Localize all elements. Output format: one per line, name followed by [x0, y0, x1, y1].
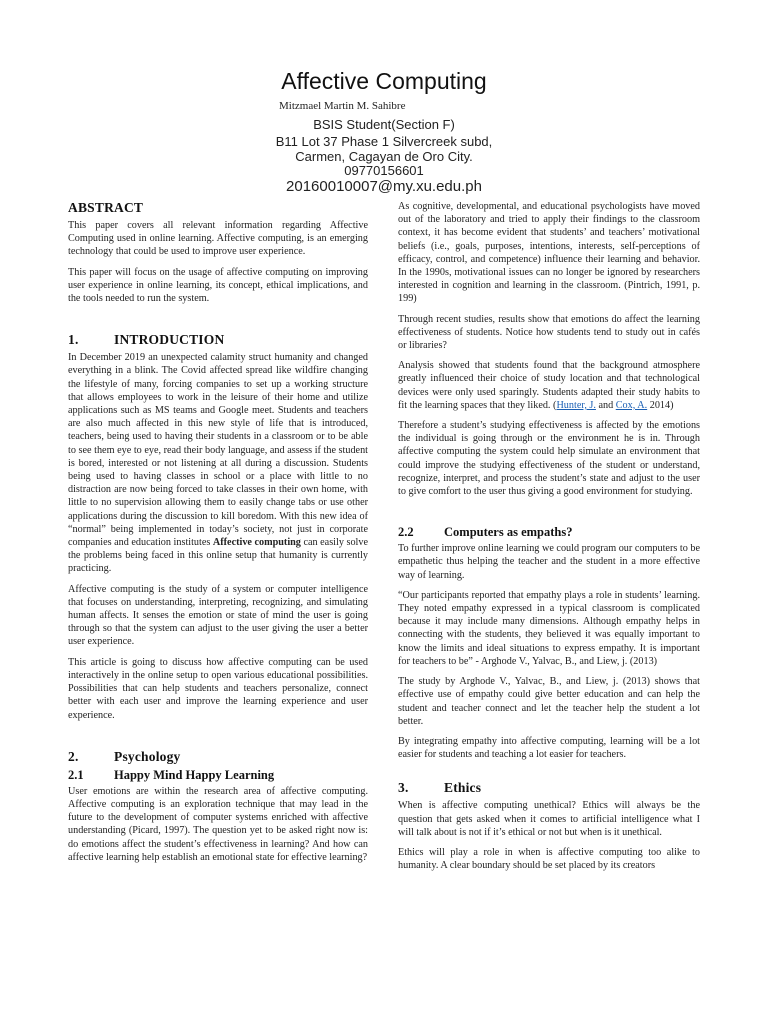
affiliation-line: B11 Lot 37 Phase 1 Silvercreek subd,	[275, 134, 493, 149]
body-paragraph: To further improve online learning we could program our computers to be empathetic thus helping the teacher and the student in a more effective way of learning.	[398, 543, 700, 581]
body-paragraph: User emotions are within the research area of affective computing. Affective computing is an exploration technique that may lead in the future to the development of computer systems enriched with affective understanding (Picard, 1997). The question yet to be asked right now is: do emotions affect the student’s effectiveness in learning? And how can affective learning help establish an emotional state for effective learning?	[68, 785, 368, 863]
section-number: 3.	[398, 780, 409, 796]
abstract-paragraph: This paper will focus on the usage of affective computing on improving user experience in online learning, its concept, ethical implications, and the tools needed to run the system.	[68, 266, 368, 305]
section-title: Psychology	[114, 748, 181, 764]
body-paragraph: Ethics will play a role in when is affective computing too alike to humanity. A clear boundary should be set placed by its creators	[398, 846, 700, 872]
body-paragraph: Through recent studies, results show that emotions do affect the learning effectiveness of students. Notice how students tend to study out in cafés or libraries?	[398, 313, 700, 352]
affiliation-line: BSIS Student(Section F)	[313, 117, 455, 132]
section-number: 2.	[68, 748, 79, 764]
subsection-number: 2.2	[398, 525, 414, 540]
section-heading-ethics	[398, 780, 700, 796]
body-paragraph: Affective computing is the study of a system or computer intelligence that focuses on understanding, interpreting, recognizing, and simulating human affects. It senses the emotion or state of mind the user is going through so that the system can adjust to the user giving the user a better user experience.	[68, 583, 368, 648]
body-paragraph: Therefore a student’s studying effectiveness is affected by the emotions the individual is going through or the environment he is in. Through affective computing the system could help simulate an environment that could improve the studying effectiveness of the student or understand, recognize, interpret, and process the student’s state and adjust to the user to give comfort to the user thus giving a good environment for studying.	[398, 420, 700, 498]
citation-link-hunter[interactable]: Hunter, J.	[556, 399, 596, 411]
subsection-title: Happy Mind Happy Learning	[114, 767, 275, 782]
section-title: Ethics	[444, 780, 482, 796]
paragraph-text: Analysis showed that students found that the background atmosphere greatly influenced their choice of study location and that technological devices were only used sparingly. Students adapted their study habits to fit the learning spaces that they liked.	[398, 360, 700, 411]
body-paragraph: “Our participants reported that empathy plays a role in students’ learning. They noted empathy expressed in a typical classroom is complicated because it may include many dimensions. Although empathy helps in connecting with the students, they believed it was equally important to know the limits and ideal situations to express empathy. It is important for teachers to be” - Arghode V., Yalvac, B., and Liew, j. (2013)	[398, 589, 700, 667]
subsection-heading-empaths	[398, 525, 700, 540]
subsection-number: 2.1	[68, 767, 84, 782]
affiliation-phone: 09770156601	[344, 163, 424, 178]
section-heading-introduction	[68, 332, 368, 348]
section-number: 1.	[68, 332, 79, 348]
body-paragraph	[68, 351, 368, 575]
abstract-heading: ABSTRACT	[68, 200, 144, 215]
left-column	[68, 200, 368, 871]
subsection-heading-happy-mind	[68, 768, 368, 783]
body-paragraph: By integrating empathy into affective computing, learning will be a lot easier for students and teaching a lot easier for teachers.	[398, 735, 700, 761]
affiliation-line: Carmen, Cagayan de Oro City.	[295, 149, 473, 164]
body-paragraph: The study by Arghode V., Yalvac, B., and Liew, j. (2013) shows that effective use of empathy could give better education and can help the student and teacher connect and let the teacher help the student a lot better.	[398, 676, 700, 727]
citation-year: 2014)	[647, 399, 674, 411]
section-heading-psychology	[68, 749, 368, 765]
paragraph-text: can easily solve the problems being faced in this online setup that humanity is currently practicing.	[68, 537, 368, 575]
body-paragraph: As cognitive, developmental, and educational psychologists have moved out of the laboratory and tried to apply their findings to the classroom context, it has become evident that students’ and teachers’ motivational beliefs (i.e., goals, purposes, intentions, interests, self-perceptions of efficacy, control, and competence) influence their learning and behavior. In the 1990s, motivational issues can no longer be ignored by researchers interested in cognition and learning in the classroom. (Pintrich, 1991, p. 199)	[398, 201, 700, 305]
bold-term: Affective computing	[212, 537, 301, 549]
author-name: Mitzmael Martin M. Sahibre	[279, 100, 406, 112]
affiliation-email: 20160010007@my.xu.edu.ph	[286, 178, 482, 195]
paragraph-text: In December 2019 an unexpected calamity struct humanity and changed everything in a blink. The Covid affected spread like wildfire changing the lifestyle of many, forcing companies to set up a working structure that allows employees to work in the leisure of their home and utilize applications such as MS teams and Google meet. Students and teachers are also much affected in this new style of life that is introduced, teachers, being used to having their students in a classroom or to be able to see them eye to eye, read their body language, and assess if the student is bored, interested or not listening at all during a discussion. Students being used to having classes in school or a place with little to no distraction are now being forced to take classes in their own home, with little to no supervision allowing them to easily change tabs or use other applications during the discussion to kill boredom. With this new idea of “normal” being implemented in today’s society, not just in corporate companies and education institutes	[68, 352, 368, 549]
subsection-title: Computers as empaths?	[444, 525, 573, 540]
section-title: INTRODUCTION	[114, 332, 225, 348]
body-paragraph: This article is going to discuss how affective computing can be used interactively in the online setup to open various educational possibilities. Possibilities that can help students and teachers personalize, connect better with each user and improve the learning experience and user experience.	[68, 656, 368, 721]
citation-and: and	[595, 399, 616, 411]
citation-open: (	[553, 399, 557, 411]
abstract-paragraph: This paper covers all relevant information regarding Affective Computing used in online learning. Affective computing, is an emerging technology that could be used to improve user experience.	[68, 220, 368, 258]
body-paragraph: When is affective computing unethical? Ethics will always be the question that gets asked when it comes to artificial intelligence what I will talk about is not if it’s ethical or not but when is it unethical.	[398, 800, 700, 838]
citation-link-cox[interactable]: Cox, A.	[615, 399, 648, 411]
right-column	[398, 200, 700, 879]
paper-title: Affective Computing	[281, 68, 487, 94]
body-paragraph	[398, 359, 700, 412]
